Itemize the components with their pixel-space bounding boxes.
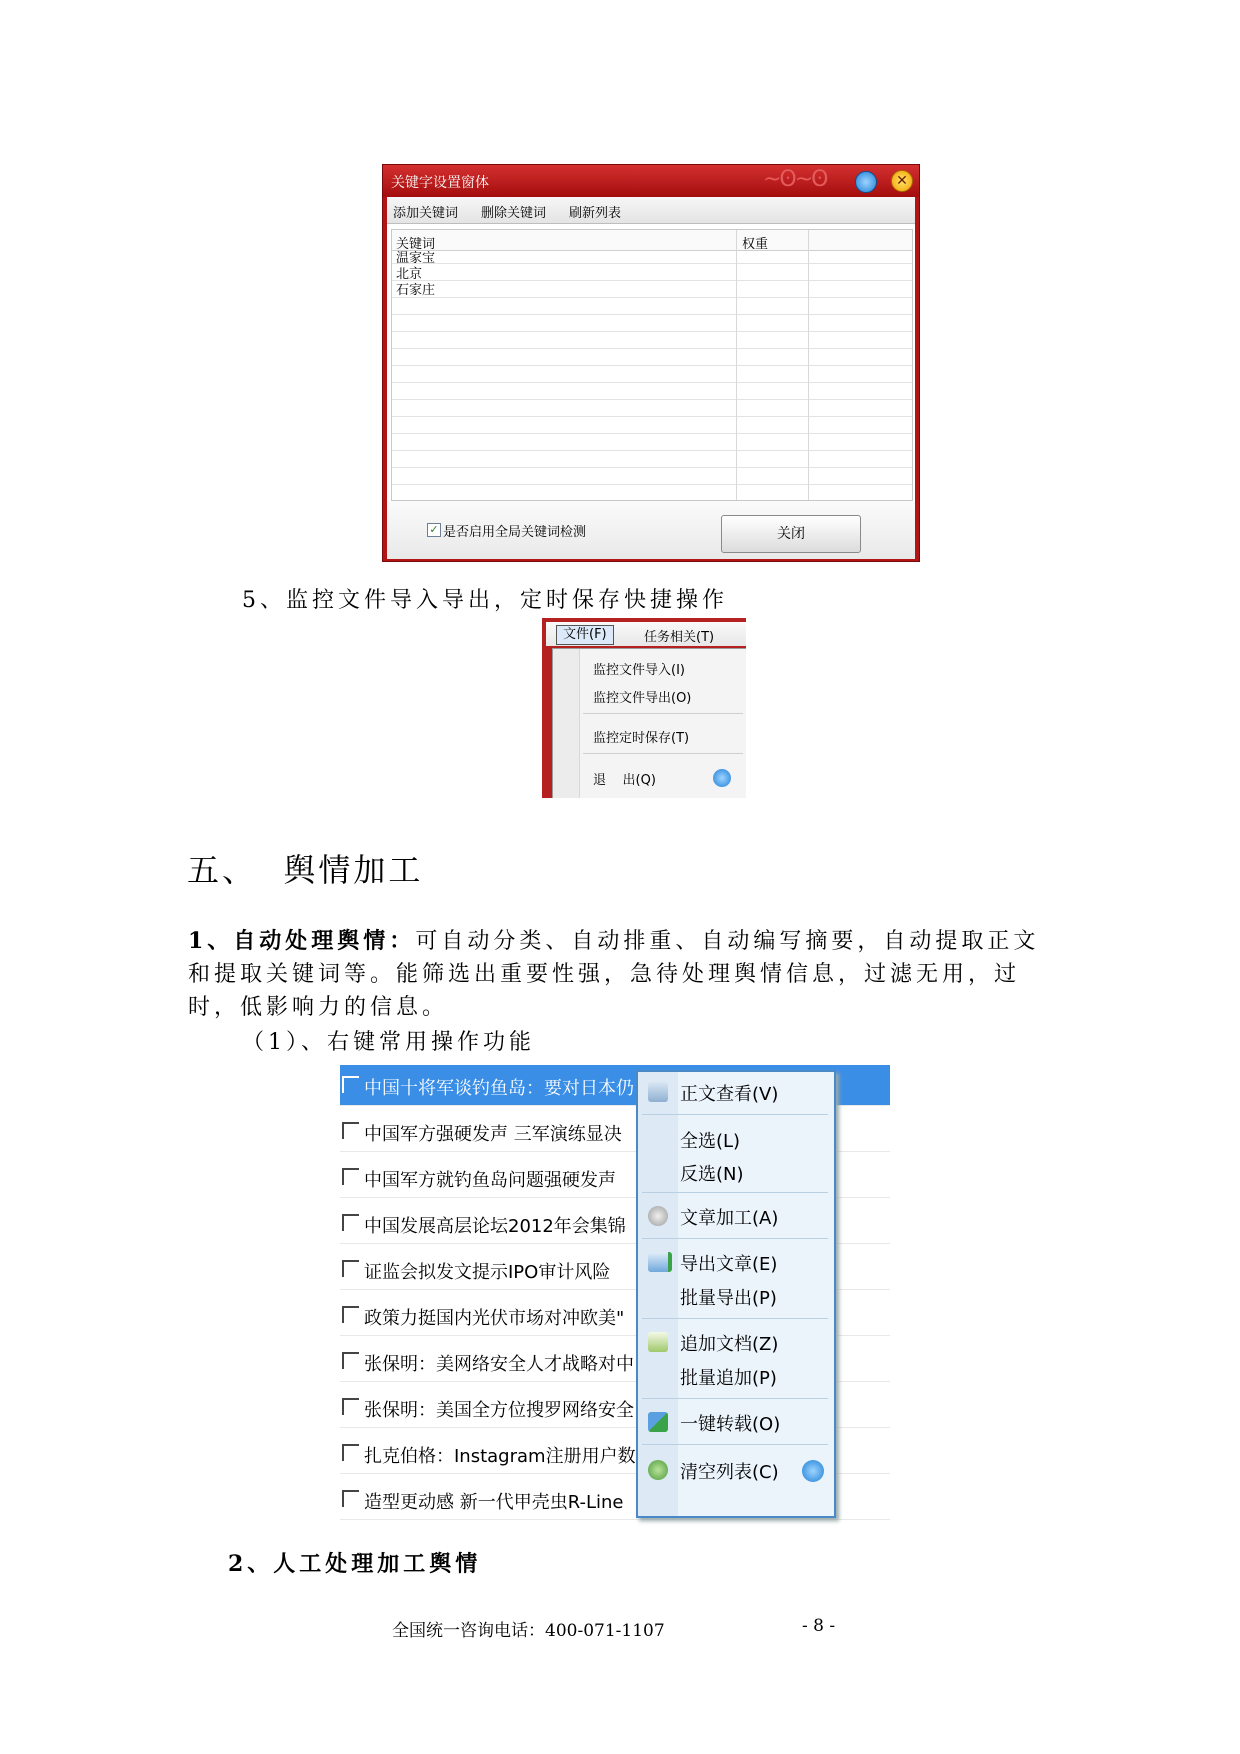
table-header (392, 230, 912, 251)
context-item-invert-selection[interactable]: 反选(N) (680, 1164, 744, 1185)
menu-divider (583, 753, 743, 754)
checkbox-icon[interactable] (342, 1352, 359, 1369)
menu-divider (642, 1398, 828, 1399)
context-item-batch-append[interactable]: 批量追加(P) (680, 1368, 777, 1389)
dialog-title: 关键字设置窗体 (391, 175, 489, 191)
table-row[interactable]: 石家庄 (396, 283, 436, 298)
list-item-title: 张保明：美网络安全人才战略对中 (364, 1354, 634, 1375)
menu-icon-strip (553, 649, 580, 798)
context-menu (636, 1070, 836, 1518)
titlebar-decoration: ~ʘ~ʘ (763, 167, 827, 192)
table-row[interactable]: 温家宝 (396, 251, 436, 266)
file-menu-screenshot (542, 618, 746, 798)
skin-icon (713, 769, 731, 787)
section-title: 五、 舆情加工 (187, 851, 424, 889)
list-item-title: 中国军方就钓鱼岛问题强硬发声 (364, 1170, 616, 1191)
subheading-right-click: （1）、右键常用操作功能 (242, 1030, 535, 1055)
keyword-settings-dialog (382, 164, 920, 562)
close-icon[interactable]: ✕ (891, 170, 913, 192)
menubar (546, 622, 746, 646)
dialog-footer (387, 501, 915, 559)
list-item-title: 扎克伯格：Instagram注册用户数 (364, 1446, 636, 1467)
checkbox-icon[interactable] (342, 1398, 359, 1415)
menu-item-exit[interactable]: 退 出(Q) (593, 773, 656, 788)
checkbox-icon[interactable] (342, 1490, 359, 1507)
global-keyword-checkbox-label[interactable]: 是否启用全局关键词检测 (443, 525, 587, 540)
menu-item-timed-save[interactable]: 监控定时保存(T) (593, 731, 690, 746)
menu-divider (642, 1444, 828, 1445)
menu-item-import[interactable]: 监控文件导入(I) (593, 663, 685, 678)
keyword-table[interactable] (391, 229, 913, 501)
context-item-append-document[interactable]: 追加文档(Z) (680, 1334, 779, 1355)
menu-task-related[interactable]: 任务相关(T) (644, 630, 715, 645)
page-number: - 8 - (802, 1616, 836, 1636)
checkbox-icon[interactable] (342, 1306, 359, 1323)
context-item-view-text[interactable]: 正文查看(V) (680, 1084, 779, 1105)
column-divider (736, 230, 737, 500)
context-item-export-article[interactable]: 导出文章(E) (680, 1254, 778, 1275)
heading-file-import-export: 5、监控文件导入导出，定时保存快捷操作 (242, 588, 728, 613)
menu-divider (642, 1114, 828, 1115)
checkbox-icon[interactable]: ✓ (427, 523, 441, 537)
context-item-select-all[interactable]: 全选(L) (680, 1131, 741, 1152)
append-document-icon (648, 1332, 668, 1352)
checkbox-icon[interactable] (342, 1076, 359, 1093)
subheading-manual-processing: 2、人工处理加工舆情 (228, 1551, 482, 1577)
menu-file[interactable]: 文件(F) (556, 625, 614, 645)
checkbox-icon[interactable] (342, 1168, 359, 1185)
list-item-title: 证监会拟发文提示IPO审计风险 (364, 1262, 611, 1283)
menu-divider (583, 713, 743, 714)
footer-contact: 全国统一咨询电话：400-071-1107 (392, 1621, 665, 1641)
menu-item-export[interactable]: 监控文件导出(O) (593, 691, 692, 706)
dialog-titlebar (383, 165, 919, 197)
list-item-title: 造型更动感 新一代甲壳虫R-Line (364, 1492, 624, 1513)
context-icon-strip (638, 1072, 678, 1516)
dialog-menubar (387, 197, 915, 224)
column-divider (808, 230, 809, 500)
list-item-title: 张保明：美国全方位搜罗网络安全 (364, 1400, 634, 1421)
skin-icon (802, 1460, 824, 1482)
list-item-title: 中国军方强硬发声 三军演练显决 (364, 1124, 622, 1145)
paragraph-body: 可自动分类、自动排重、自动编写摘要，自动提取正文和提取关键词等。能筛选出重要性强，急待处理舆情信息，过滤无用，过时，低影响力的信息。 (188, 929, 1040, 1020)
menu-delete-keyword[interactable]: 删除关键词 (481, 206, 547, 221)
checkbox-icon[interactable] (342, 1122, 359, 1139)
checkbox-icon[interactable] (342, 1444, 359, 1461)
clear-list-icon (648, 1460, 668, 1480)
paragraph-auto-processing (188, 925, 1058, 1024)
paragraph-lead: 1、自动处理舆情： (188, 928, 416, 954)
dialog-body (387, 197, 915, 559)
repost-icon (648, 1412, 668, 1432)
list-item-title: 中国十将军谈钓鱼岛：要对日本仍 (364, 1078, 634, 1099)
menu-divider (642, 1192, 828, 1193)
menu-refresh-list[interactable]: 刷新列表 (569, 206, 622, 221)
menu-add-keyword[interactable]: 添加关键词 (393, 206, 459, 221)
skin-icon[interactable] (855, 171, 877, 193)
checkbox-icon[interactable] (342, 1214, 359, 1231)
gear-icon (648, 1206, 668, 1226)
view-text-icon (648, 1082, 668, 1102)
menu-divider (642, 1238, 828, 1239)
list-item-title: 政策力挺国内光伏市场对冲欧美" (364, 1308, 625, 1329)
table-row[interactable]: 北京 (396, 267, 423, 282)
menu-divider (642, 1318, 828, 1319)
context-item-clear-list[interactable]: 清空列表(C) (680, 1462, 779, 1483)
context-item-one-click-repost[interactable]: 一键转载(O) (680, 1414, 781, 1435)
file-dropdown (552, 648, 746, 798)
context-item-batch-export[interactable]: 批量导出(P) (680, 1288, 777, 1309)
column-header-keyword[interactable]: 关键词 (396, 237, 436, 252)
close-button[interactable]: 关闭 (721, 515, 861, 553)
list-item-title: 中国发展高层论坛2012年会集锦 (364, 1216, 626, 1237)
checkbox-icon[interactable] (342, 1260, 359, 1277)
column-header-weight[interactable]: 权重 (742, 237, 769, 252)
export-icon (648, 1252, 672, 1272)
context-item-process-article[interactable]: 文章加工(A) (680, 1208, 779, 1229)
